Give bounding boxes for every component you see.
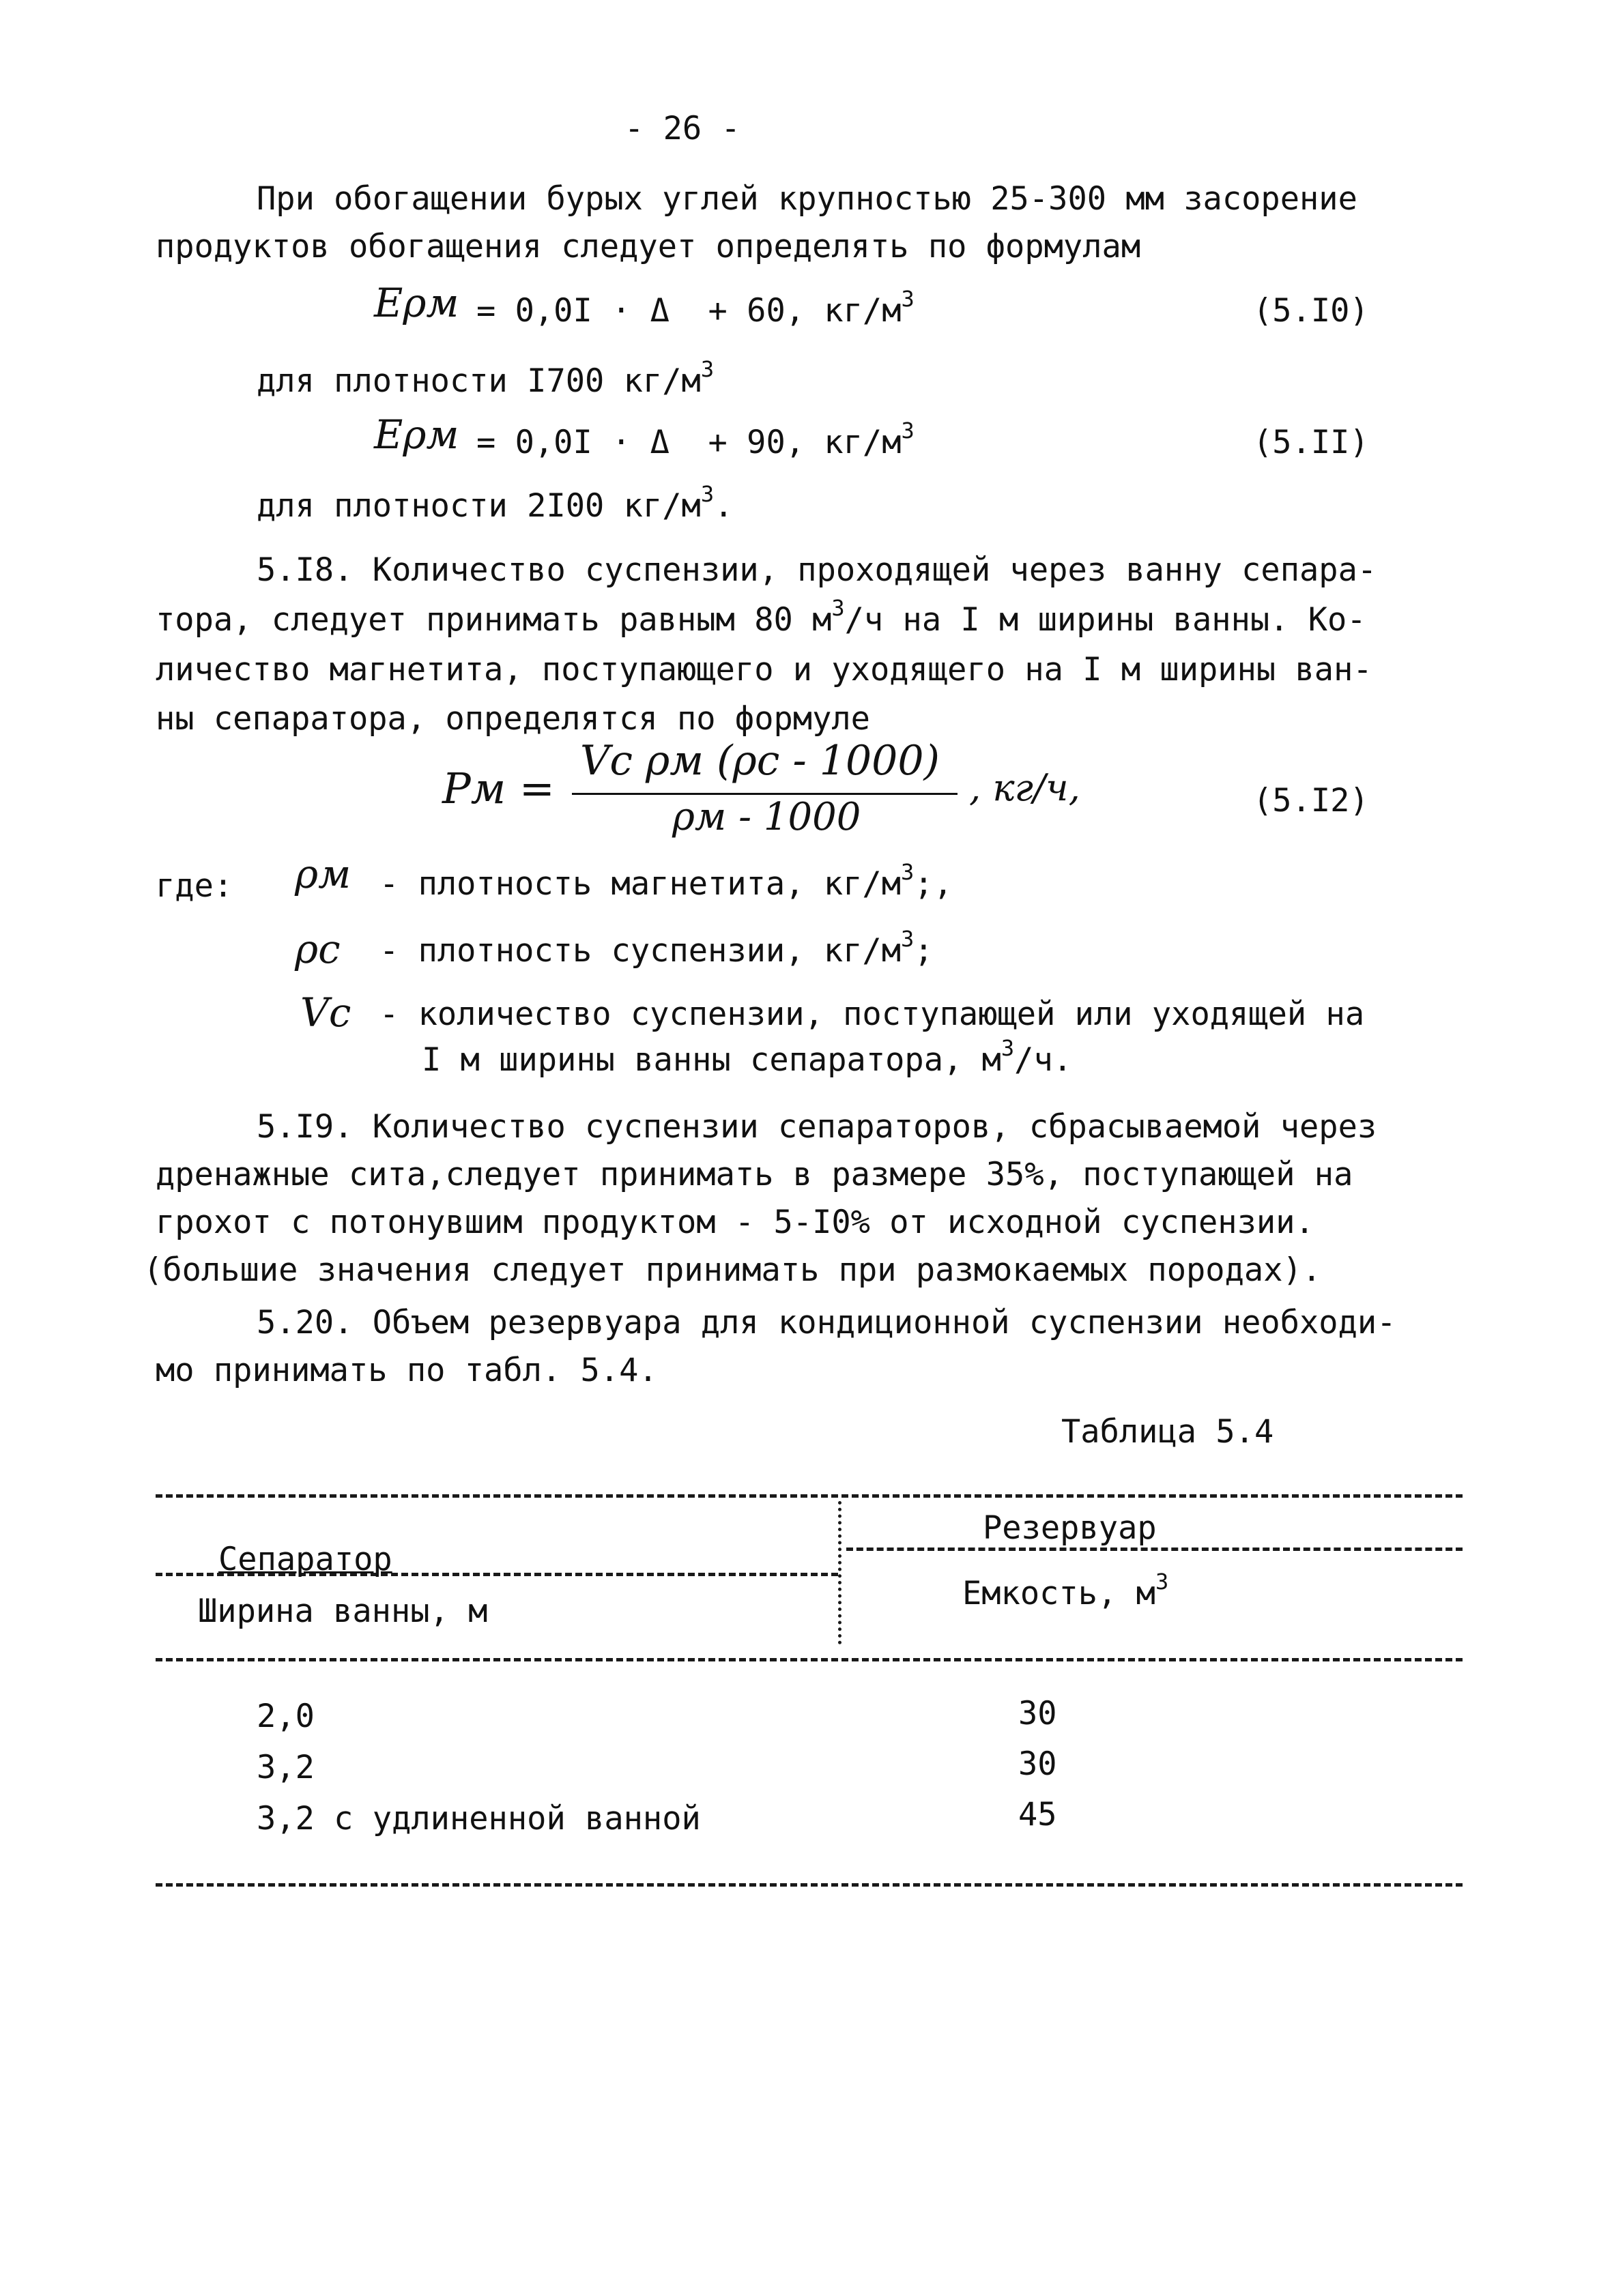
formula-5-12-numerator: Vc ρм (ρc - 1000)	[580, 737, 940, 785]
intro-line-1: При обогащении бурых углей крупностью 25-300 мм засорение	[257, 180, 1357, 218]
table-top-rule	[156, 1494, 1463, 1498]
para-5-19-line-1: 5.I9. Количество суспензии сепараторов, сбрасываемой через	[257, 1108, 1377, 1146]
table-header-col1-top: Сепаратор	[218, 1541, 392, 1578]
where-symbol-rho-c: ρc	[295, 926, 341, 972]
formula-5-10-number: (5.I0)	[1253, 292, 1369, 330]
table-header-col2-top: Резервуар	[983, 1509, 1157, 1547]
where-item-3-line-1: - количество суспензии, поступающей или уходящей на	[379, 996, 1365, 1033]
intro-line-2: продуктов обогащения следует определять по формулам	[156, 228, 1141, 265]
formula-5-11-number: (5.II)	[1253, 424, 1369, 461]
formula-5-12-denominator: ρм - 1000	[672, 795, 861, 839]
table-row-2-capacity: 30	[1018, 1745, 1057, 1783]
formula-5-12-unit: , кг/ч,	[969, 766, 1080, 809]
para-5-20-line-1: 5.20. Объем резервуара для кондиционной суспензии необходи-	[257, 1304, 1396, 1341]
formula-5-11-note: для плотности 2I00 $кг/м^3$.	[257, 481, 734, 525]
formula-5-10-rhs: = 0,0I · Δ + 60, $кг/м^3$	[476, 286, 915, 330]
table-header-right-rule	[846, 1547, 1463, 1551]
table-header-col2-sub: Емкость, $м^3$	[962, 1569, 1169, 1612]
table-row-2-width: 3,2	[257, 1749, 315, 1786]
where-item-3-line-2: I м ширины ванны сепаратора, $м^3/ч$.	[422, 1035, 1073, 1079]
formula-5-10-lhs: Ερм	[374, 280, 459, 326]
para-5-18-line-4: ны сепаратора, определятся по формуле	[156, 700, 870, 738]
para-5-19-line-3: грохот с потонувшим продуктом - 5-I0% от исходной суспензии.	[156, 1204, 1314, 1241]
para-5-20-line-2: мо принимать по табл. 5.4.	[156, 1352, 658, 1389]
where-symbol-rho-m: ρм	[295, 851, 351, 897]
table-header-col1-sub: Ширина ванны, м	[198, 1593, 488, 1630]
formula-5-12-number: (5.I2)	[1253, 782, 1369, 819]
table-caption: Таблица 5.4	[1061, 1413, 1274, 1451]
para-5-18-line-3: личество магнетита, поступающего и уходящего на I м ширины ван-	[156, 651, 1372, 688]
table-bottom-rule	[156, 1883, 1463, 1887]
table-column-divider	[838, 1501, 841, 1644]
page-number: - 26 -	[624, 110, 740, 147]
para-5-19-line-4: (большие значения следует принимать при размокаемых породах).	[143, 1251, 1322, 1289]
formula-5-12-lhs: Рм =	[442, 764, 555, 813]
table-row-3-width: 3,2 с удлиненной ванной	[257, 1800, 701, 1837]
where-symbol-v-c: Vc	[300, 989, 351, 1036]
where-item-1: - плотность магнетита, $кг/м^3$;,	[379, 859, 953, 903]
where-item-2: - плотность суспензии, $кг/м^3$;	[379, 926, 934, 970]
formula-5-10-note: для плотности I700 $кг/м^3$	[257, 356, 715, 400]
formula-5-11-rhs: = 0,0I · Δ + 90, $кг/м^3$	[476, 418, 915, 461]
formula-5-11-lhs: Ερм	[374, 411, 459, 458]
para-5-18-line-1: 5.I8. Количество суспензии, проходящей через ванну сепара-	[257, 551, 1377, 589]
table-row-1-capacity: 30	[1018, 1695, 1057, 1732]
where-label: где:	[156, 867, 233, 905]
para-5-18-line-2: тора, следует принимать равным 80 $м^3/ч$ на I м ширины ванны. Ко-	[156, 595, 1366, 639]
table-header-bottom-rule	[156, 1658, 1463, 1661]
para-5-19-line-2: дренажные сита,следует принимать в размере 35%, поступающей на	[156, 1156, 1353, 1193]
table-row-1-width: 2,0	[257, 1698, 315, 1735]
table-row-3-capacity: 45	[1018, 1796, 1057, 1833]
